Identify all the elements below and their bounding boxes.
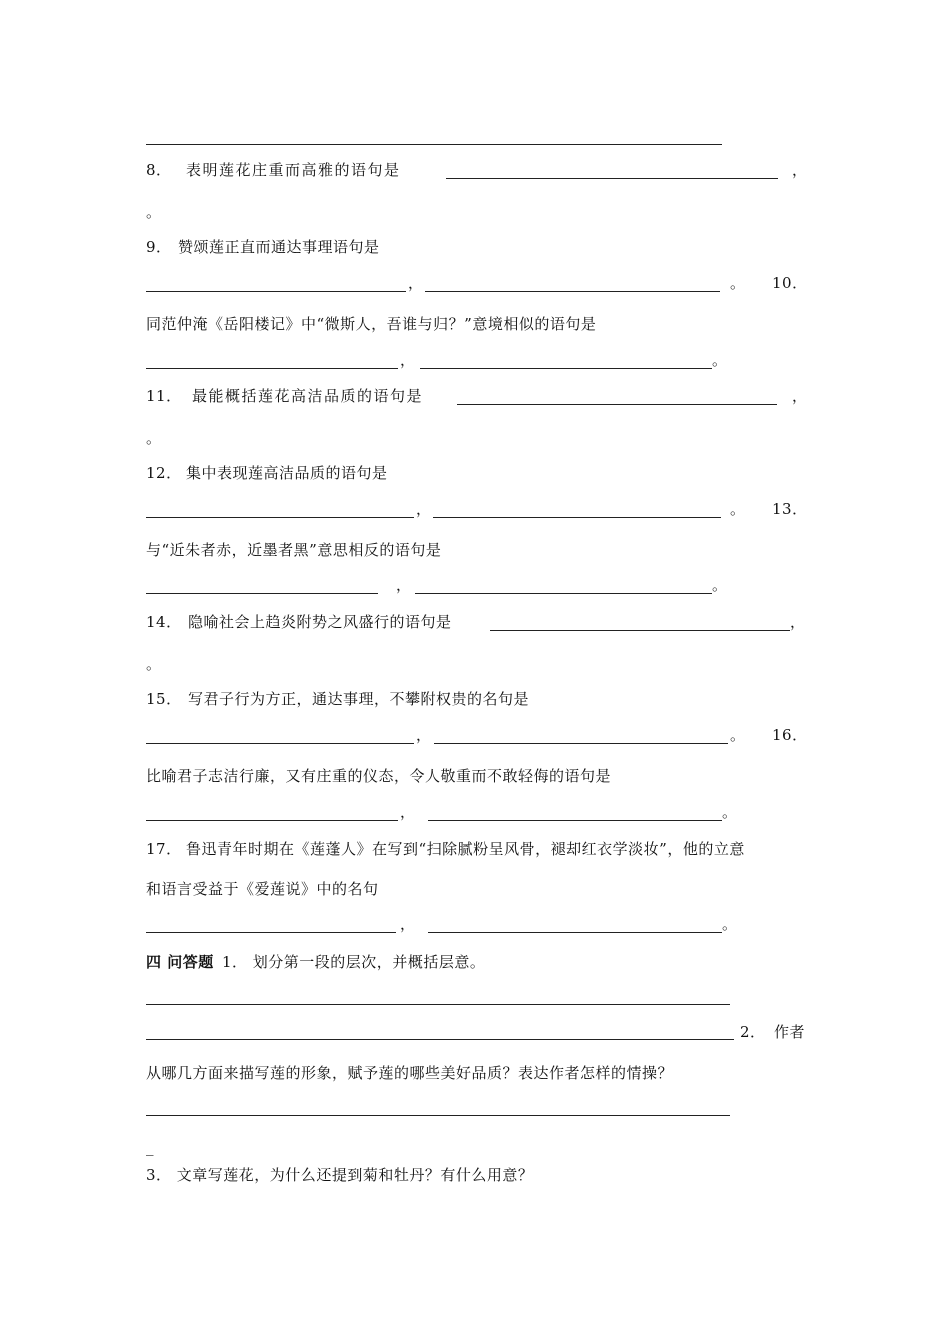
question-14-comma: ， bbox=[790, 613, 806, 631]
question-13-end: 。 bbox=[712, 576, 728, 594]
answer-blank[interactable] bbox=[434, 743, 728, 744]
question-15-text: 写君子行为方正，通达事理，不攀附权贵的名句是 bbox=[188, 690, 530, 708]
question-16-text: 比喻君子志洁行廉，又有庄重的仪态，令人敬重而不敢轻侮的语句是 bbox=[146, 767, 612, 785]
section-4-question-2-text: 从哪几方面来描写莲的形象，赋予莲的哪些美好品质？表达作者怎样的情操？ bbox=[146, 1064, 674, 1082]
question-17-comma: ， bbox=[400, 915, 416, 933]
question-16-comma: ， bbox=[400, 803, 416, 821]
question-10-comma: ， bbox=[400, 351, 416, 369]
answer-blank[interactable] bbox=[146, 291, 406, 292]
question-10-text: 同范仲淹《岳阳楼记》中“微斯人，吾谁与归？”意境相似的语句是 bbox=[146, 315, 597, 333]
question-13-text: 与“近朱者赤，近墨者黑”意思相反的语句是 bbox=[146, 541, 442, 559]
question-17-end: 。 bbox=[722, 915, 738, 933]
question-12-text: 集中表现莲高洁品质的语句是 bbox=[186, 464, 388, 482]
section-4-title: 四 问答题 bbox=[146, 953, 214, 971]
question-16-number: 16． bbox=[772, 726, 808, 744]
question-15-end: 。 bbox=[730, 726, 746, 744]
answer-blank[interactable] bbox=[490, 630, 790, 631]
question-17-text-line1: 鲁迅青年时期在《莲蓬人》在写到“扫除腻粉呈风骨，褪却红衣学淡妆”，他的立意 bbox=[186, 840, 745, 858]
answer-blank[interactable] bbox=[446, 178, 778, 179]
answer-blank[interactable] bbox=[146, 517, 414, 518]
answer-blank[interactable] bbox=[428, 932, 722, 933]
answer-blank[interactable] bbox=[425, 291, 720, 292]
question-13-number: 13． bbox=[772, 500, 808, 518]
answer-blank[interactable] bbox=[146, 820, 398, 821]
answer-blank[interactable] bbox=[146, 593, 378, 594]
question-11-end: 。 bbox=[146, 429, 162, 447]
question-9-text: 赞颂莲正直而通达事理语句是 bbox=[178, 238, 380, 256]
question-14-end: 。 bbox=[146, 655, 162, 673]
answer-line[interactable] bbox=[146, 1115, 730, 1116]
question-12-end: 。 bbox=[730, 500, 746, 518]
answer-blank[interactable] bbox=[146, 368, 398, 369]
question-9-end: 。 bbox=[730, 274, 746, 292]
question-12-comma: ， bbox=[416, 500, 432, 518]
question-11-number: 11． bbox=[146, 387, 182, 405]
answer-blank[interactable] bbox=[415, 593, 712, 594]
answer-line[interactable] bbox=[146, 1039, 734, 1040]
answer-blank[interactable] bbox=[433, 517, 721, 518]
answer-line[interactable] bbox=[146, 1004, 730, 1005]
section-4-question-1: 1． 划分第一段的层次，并概括层意。 bbox=[222, 953, 486, 971]
question-14-text: 隐喻社会上趋炎附势之风盛行的语句是 bbox=[188, 613, 452, 631]
section-4-question-2-number: 2． bbox=[740, 1023, 766, 1041]
answer-blank[interactable] bbox=[457, 404, 777, 405]
answer-blank[interactable] bbox=[146, 932, 396, 933]
question-14-number: 14． bbox=[146, 613, 182, 631]
question-13-comma: ， bbox=[396, 576, 412, 594]
question-12-number: 12． bbox=[146, 464, 182, 482]
question-9-number: 9． bbox=[146, 238, 172, 256]
question-15-number: 15． bbox=[146, 690, 182, 708]
answer-blank[interactable] bbox=[420, 368, 712, 369]
question-8-text: 表明莲花庄重而高雅的语句是 bbox=[186, 161, 401, 179]
question-17-number: 17． bbox=[146, 840, 182, 858]
question-10-end: 。 bbox=[712, 351, 728, 369]
question-8-number: 8． bbox=[146, 161, 172, 179]
answer-line bbox=[146, 144, 722, 145]
section-4-question-2-start: 作者 bbox=[774, 1023, 806, 1041]
answer-blank[interactable] bbox=[146, 743, 414, 744]
question-8-comma: ， bbox=[792, 161, 808, 179]
dash-mark: _ bbox=[146, 1138, 154, 1156]
question-10-number: 10． bbox=[772, 274, 808, 292]
answer-blank[interactable] bbox=[428, 820, 722, 821]
section-4-question-3: 3． 文章写莲花，为什么还提到菊和牡丹？有什么用意？ bbox=[146, 1166, 534, 1184]
question-16-end: 。 bbox=[722, 803, 738, 821]
question-11-text: 最能概括莲花高洁品质的语句是 bbox=[192, 387, 424, 405]
question-8-end: 。 bbox=[146, 203, 162, 221]
question-9-comma: ， bbox=[408, 274, 424, 292]
question-11-comma: ， bbox=[792, 387, 808, 405]
question-15-comma: ， bbox=[416, 726, 432, 744]
question-17-text-line2: 和语言受益于《爱莲说》中的名句 bbox=[146, 880, 379, 898]
